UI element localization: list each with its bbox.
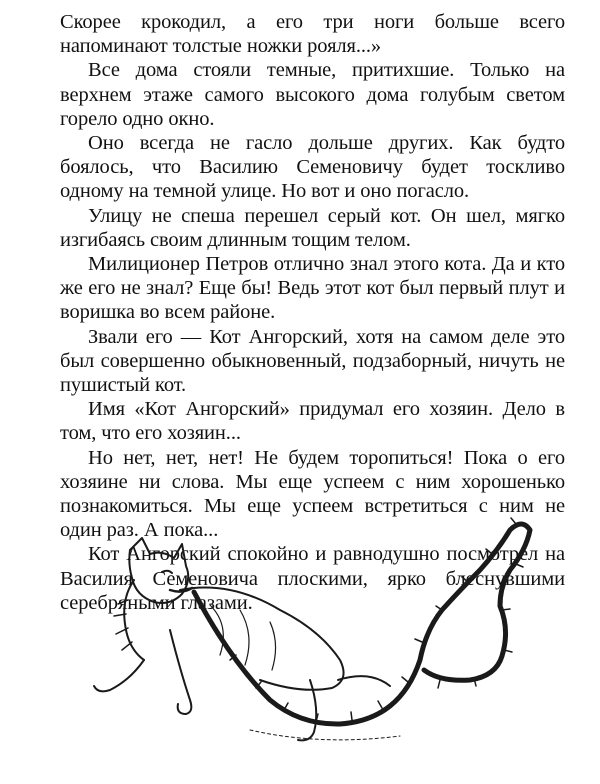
cat-front-leg <box>94 660 144 691</box>
paragraph-9: Кот Ангорский спокойно и равнодушно посмотрел на Василия Семеновича плоскими, ярко блеснувшими серебряными глазами. <box>60 543 565 614</box>
paragraph-8: Но нет, нет, нет! Не будем торопиться! Пока о его хозяине ни слова. Мы еще успеем с ним хорошенько познакомиться. Мы еще успеем встретиться с ним не один раз. А пока... <box>60 446 565 542</box>
cat-chest <box>124 580 144 660</box>
paragraph-6: Звали его — Кот Ангорский, хотя на самом деле это был совершенно обыкновенный, подзаборный, ничуть не пушистый кот. <box>60 325 565 397</box>
paragraph-2: Все дома стояли темные, притихшие. Только на верхнем этаже самого высокого дома голубым светом горело одно окно. <box>60 59 565 130</box>
cat-body <box>180 588 344 690</box>
paragraph-1: Скорее крокодил, а его три ноги больше всего напоминают толстые ножки рояля...» <box>60 11 565 58</box>
cat-shadow <box>250 730 400 740</box>
cat-eye <box>162 571 172 573</box>
cat-illustration <box>70 510 540 760</box>
sausage-string <box>194 524 530 724</box>
cat-tail <box>338 676 390 686</box>
cat-head <box>129 538 188 603</box>
paragraph-4: Улицу не спеша перешел серый кот. Он шел, мягко изгибаясь своим длинным тощим телом. <box>60 204 565 251</box>
paragraph-3: Оно всегда не гасло дольше других. Как будто боялось, что Василию Семеновичу будет тоскливо одному на темной улице. Но вот и оно погасло. <box>60 132 565 203</box>
paragraph-7: Имя «Кот Ангорский» придумал его хозяин. Дело в том, что его хозяин... <box>60 398 565 445</box>
cat-front-leg-2 <box>170 630 191 714</box>
paragraph-5: Милиционер Петров отлично знал этого кота. Да и кто же его не знал? Еще бы! Ведь этот кот был первый плут и воришка во всем районе. <box>60 253 565 324</box>
